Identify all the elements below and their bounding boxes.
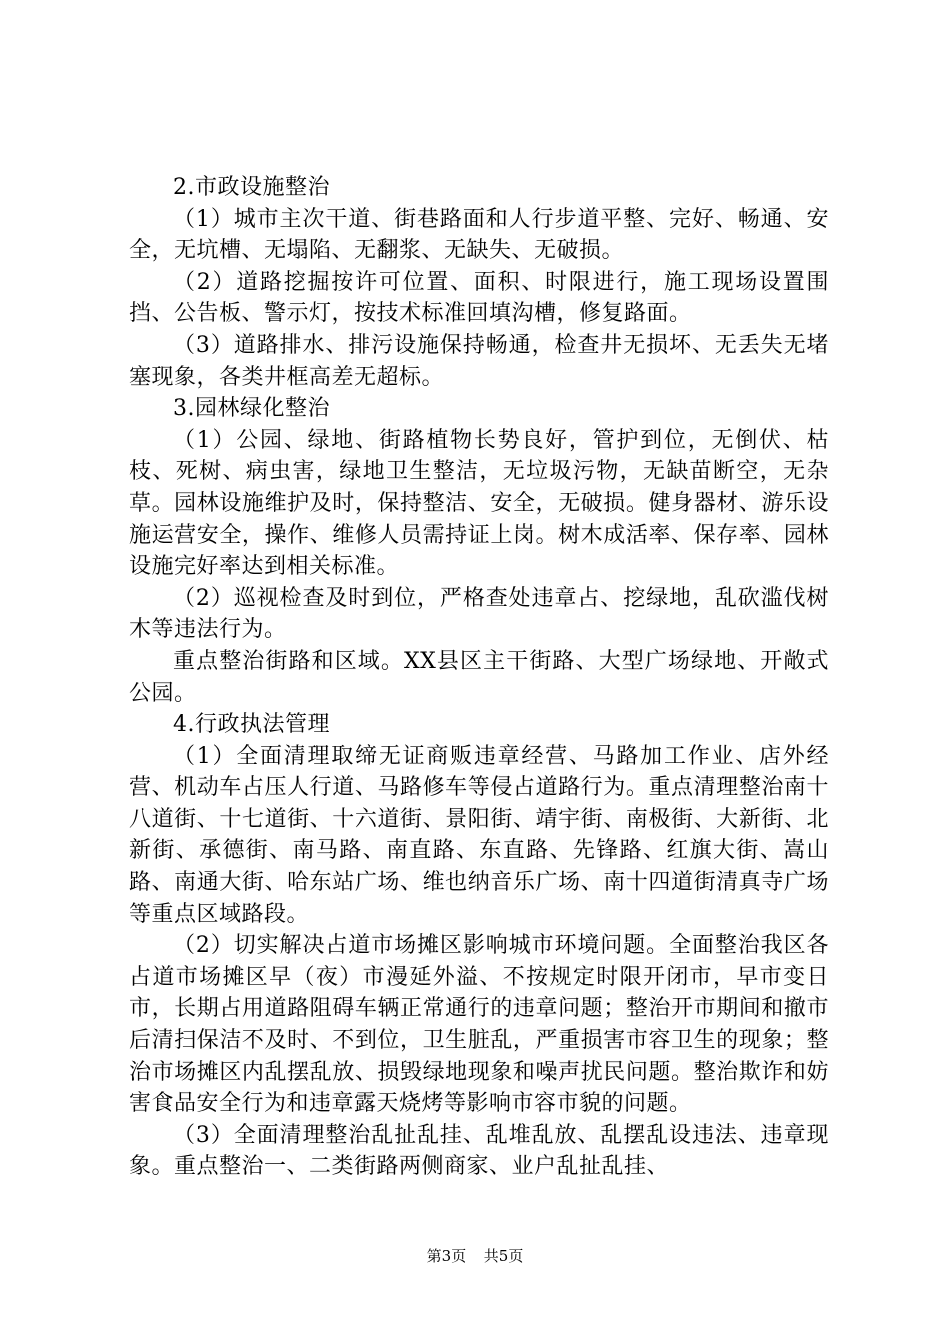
- page-total: 共5页: [483, 1247, 524, 1265]
- paragraph-landscaping-focus: 重点整治街路和区域。XX县区主干街路、大型广场绿地、开敞式公园。: [129, 648, 829, 706]
- section-heading-municipal-facilities: 2.市政设施整治: [173, 175, 330, 200]
- paragraph-municipal-1: （1）城市主次干道、街巷路面和人行步道平整、完好、畅通、安全，无坑槽、无塌陷、无翻浆、无缺失、无破损。: [129, 206, 829, 264]
- paragraph-landscaping-2: （2）巡视检查及时到位，严格查处违章占、挖绿地，乱砍滥伐树木等违法行为。: [129, 585, 829, 643]
- page-number: 第3页: [426, 1247, 467, 1265]
- paragraph-enforcement-3: （3）全面清理整治乱扯乱挂、乱堆乱放、乱摆乱设违法、违章现象。重点整治一、二类街路两侧商家、业户乱扯乱挂、: [129, 1122, 829, 1180]
- paragraph-municipal-3: （3）道路排水、排污设施保持畅通，检查井无损坏、无丢失无堵塞现象，各类井框高差无超标。: [129, 332, 829, 390]
- section-heading-landscaping: 3.园林绿化整治: [173, 396, 330, 422]
- section-heading-law-enforcement: 4.行政执法管理: [173, 712, 330, 738]
- paragraph-enforcement-1: （1）全面清理取缔无证商贩违章经营、马路加工作业、店外经营、机动车占压人行道、马路修车等侵占道路行为。重点清理整治南十八道街、十七道街、十六道街、景阳街、靖宇街、南极街、大新街、北新街、承德街、南马路、南直路、东直路、先锋路、红旗大街、嵩山路、南通大街、哈东站广场、维也纳音乐广场、南十四道街清真寺广场等重点区域路段。: [129, 743, 829, 927]
- page-footer: [0, 1246, 950, 1266]
- paragraph-municipal-2: （2）道路挖掘按许可位置、面积、时限进行，施工现场设置围挡、公告板、警示灯，按技术标准回填沟槽，修复路面。: [129, 269, 829, 327]
- paragraph-landscaping-1: （1）公园、绿地、街路植物长势良好，管护到位，无倒伏、枯枝、死树、病虫害，绿地卫生整洁，无垃圾污物，无缺苗断空，无杂草。园林设施维护及时，保持整洁、安全，无破损。健身器材、游乐设施运营安全，操作、维修人员需持证上岗。树木成活率、保存率、园林设施完好率达到相关标准。: [129, 427, 829, 580]
- document-body: [129, 172, 829, 1183]
- paragraph-enforcement-2: （2）切实解决占道市场摊区影响城市环境问题。全面整治我区各占道市场摊区早（夜）市漫延外溢、不按规定时限开闭市，早市变日市，长期占用道路阻碍车辆正常通行的违章问题；整治开市期间和撤市后清扫保洁不及时、不到位，卫生脏乱，严重损害市容卫生的现象；整治市场摊区内乱摆乱放、损毁绿地现象和噪声扰民问题。整治欺诈和妨害食品安全行为和违章露天烧烤等影响市容市貌的问题。: [129, 933, 829, 1117]
